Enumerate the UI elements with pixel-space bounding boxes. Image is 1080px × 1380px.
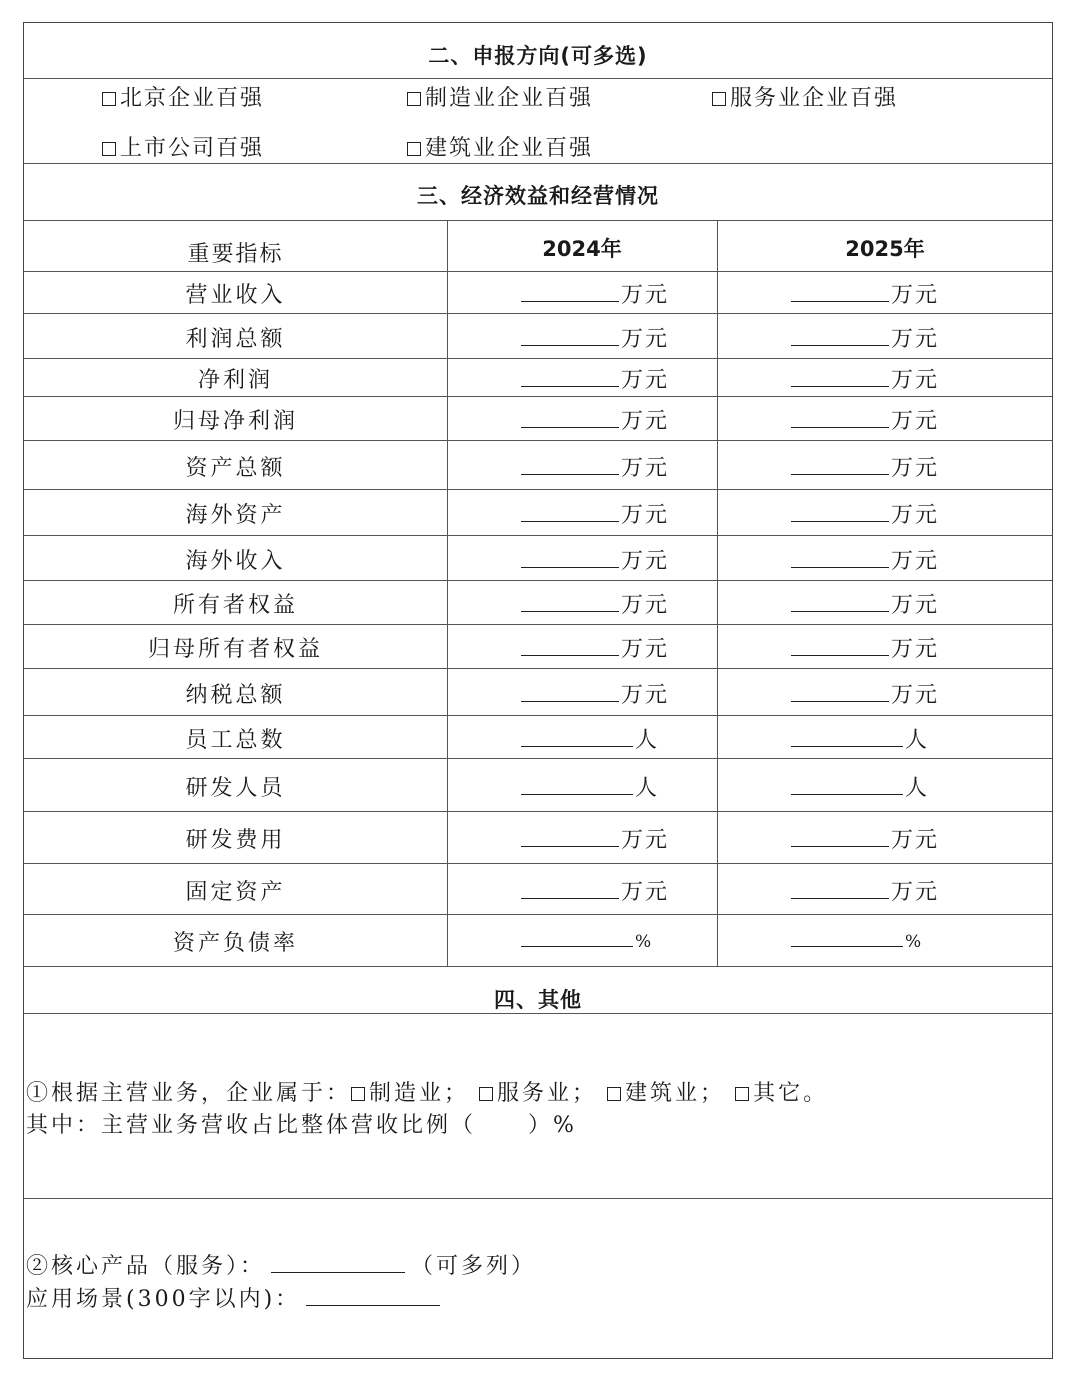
value-field-2025[interactable] [791,322,939,353]
value-field-2024[interactable] [521,823,669,854]
unit-label: 万元 [621,283,670,308]
checkbox-square-icon [102,92,116,106]
blank-line [521,591,619,612]
value-field-2025[interactable] [791,678,939,709]
value-field-2025[interactable] [791,404,939,435]
unit-label: 人 [905,728,930,753]
unit-label: 万元 [891,368,940,393]
value-field-2024[interactable] [521,588,669,619]
unit-label: 万元 [621,880,670,905]
blank-line [791,878,889,899]
blank-line [791,325,889,346]
indicator-label: 归母所有者权益 [147,637,323,662]
row-divider [24,396,1052,397]
blank-line [521,501,619,522]
checkbox-square-icon [351,1087,365,1101]
blank-line [791,926,903,947]
revenue-ratio-line: 其中：主营业务营收占比整体营收比例（ ）% [26,1113,577,1138]
unit-label: 万元 [891,637,940,662]
row-divider [24,440,1052,441]
blank-line [521,325,619,346]
blank-line [791,454,889,475]
divider [24,1198,1052,1199]
unit-label: 万元 [891,593,940,618]
blank-line [791,635,889,656]
unit-label: 万元 [891,828,940,853]
blank-line [791,681,889,702]
value-field-2024[interactable] [521,363,669,394]
checkbox-square-icon [479,1087,493,1101]
unit-label: 万元 [621,456,670,481]
indicator-label: 净利润 [197,368,273,393]
value-field-2025[interactable] [791,363,939,394]
blank-line [521,281,619,302]
value-field-2024[interactable] [521,875,669,906]
value-field-2024[interactable] [521,451,669,482]
checkbox-beijing-top100[interactable]: 北京企业百强 [102,81,264,112]
value-field-2024[interactable] [521,926,651,953]
blank-line [791,407,889,428]
value-field-2024[interactable] [521,278,669,309]
unit-label: 万元 [621,368,670,393]
divider [24,78,1052,79]
unit-label: 万元 [891,327,940,352]
value-field-2025[interactable] [791,771,929,802]
value-field-2024[interactable] [521,404,669,435]
divider [24,163,1052,164]
header-year-2024: 2024年 [542,237,622,261]
value-field-2025[interactable] [791,278,939,309]
section3-title: 三、经济效益和经营情况 [417,184,659,208]
blank-line [791,726,903,747]
checkbox-square-icon [607,1087,621,1101]
value-field-2025[interactable] [791,823,939,854]
header-indicator: 重要指标 [187,242,284,267]
checkbox-square-icon [735,1087,749,1101]
indicator-label: 纳税总额 [185,683,286,708]
row-divider [24,863,1052,864]
unit-label: 人 [905,776,930,801]
blank-line [791,547,889,568]
row-divider [24,758,1052,759]
unit-label: 万元 [891,409,940,434]
indicator-label: 研发费用 [185,828,286,853]
unit-label: 万元 [891,456,940,481]
business-type-line: ①根据主营业务，企业属于： 制造业； 服务业； 建筑业； 其它。 [26,1081,829,1106]
value-field-2025[interactable] [791,723,929,754]
indicator-label: 归母净利润 [172,409,298,434]
checkbox-square-icon [407,142,421,156]
blank-line [521,454,619,475]
indicator-label: 海外收入 [185,549,286,574]
blank-line [791,501,889,522]
application-scene-field[interactable] [306,1285,440,1306]
unit-label: 万元 [621,637,670,662]
unit-label: 万元 [621,593,670,618]
value-field-2024[interactable] [521,771,659,802]
blank-line [791,774,903,795]
column-divider [447,220,448,966]
row-divider [24,358,1052,359]
indicator-label: 所有者权益 [172,593,298,618]
indicator-label: 利润总额 [185,327,286,352]
blank-line [521,407,619,428]
indicator-label: 营业收入 [185,283,286,308]
section4-title: 四、其他 [494,988,582,1012]
checkbox-manufacturing-top100[interactable]: 制造业企业百强 [407,81,593,112]
value-field-2025[interactable] [791,875,939,906]
checkbox-listed-company-top100[interactable]: 上市公司百强 [102,131,264,162]
unit-label: 万元 [891,283,940,308]
blank-line [521,878,619,899]
unit-label: 万元 [621,549,670,574]
value-field-2025[interactable] [791,588,939,619]
checkbox-service-top100[interactable]: 服务业企业百强 [712,81,898,112]
unit-label: 人 [635,776,660,801]
unit-label: 万元 [621,503,670,528]
unit-label: 万元 [621,409,670,434]
blank-line [521,547,619,568]
row-divider [24,624,1052,625]
blank-line [521,635,619,656]
blank-line [521,681,619,702]
value-field-2025[interactable] [791,544,939,575]
blank-line [521,726,633,747]
checkbox-square-icon [712,92,726,106]
indicator-label: 海外资产 [185,503,286,528]
checkbox-square-icon [102,142,116,156]
application-form [23,22,1053,1359]
checkbox-service[interactable]: 服务业； [479,1081,597,1106]
row-divider [24,715,1052,716]
row-divider [24,271,1052,272]
unit-label: % [635,932,652,952]
blank-line [521,774,633,795]
header-year-2025: 2025年 [845,237,925,261]
unit-label: 万元 [621,327,670,352]
unit-label: 万元 [891,880,940,905]
indicator-label: 资产负债率 [172,931,298,956]
value-field-2025[interactable] [791,498,939,529]
value-field-2024[interactable] [521,322,669,353]
indicator-label: 固定资产 [185,880,286,905]
checkbox-square-icon [407,92,421,106]
row-divider [24,580,1052,581]
value-field-2025[interactable] [791,926,921,953]
divider [24,1013,1052,1014]
unit-label: 万元 [621,828,670,853]
unit-label: % [905,932,922,952]
blank-line [791,591,889,612]
blank-line [521,366,619,387]
application-scene-line: 应用场景(300字以内)： [26,1282,446,1313]
value-field-2025[interactable] [791,451,939,482]
indicator-label: 资产总额 [185,456,286,481]
core-product-line: ②核心产品（服务）： （可多列） [26,1254,537,1279]
column-divider [717,220,718,966]
divider [24,966,1052,967]
value-field-2024[interactable] [521,632,669,663]
row-divider [24,914,1052,915]
row-divider [24,489,1052,490]
blank-line [791,826,889,847]
divider [24,220,1052,221]
blank-line [791,366,889,387]
blank-line [521,826,619,847]
core-product-field[interactable] [271,1252,405,1273]
value-field-2025[interactable] [791,632,939,663]
checkbox-construction[interactable]: 建筑业； [607,1081,725,1106]
value-field-2024[interactable] [521,678,669,709]
unit-label: 万元 [621,683,670,708]
value-field-2024[interactable] [521,723,659,754]
checkbox-manufacturing[interactable]: 制造业； [351,1081,469,1106]
blank-line [521,926,633,947]
unit-label: 万元 [891,683,940,708]
indicator-label: 员工总数 [185,728,286,753]
value-field-2024[interactable] [521,498,669,529]
unit-label: 万元 [891,503,940,528]
unit-label: 万元 [891,549,940,574]
row-divider [24,313,1052,314]
indicator-label: 研发人员 [185,776,286,801]
row-divider [24,811,1052,812]
checkbox-construction-top100[interactable]: 建筑业企业百强 [407,131,593,162]
row-divider [24,668,1052,669]
section2-title: 二、申报方向(可多选) [428,44,648,68]
blank-line [791,281,889,302]
value-field-2024[interactable] [521,544,669,575]
checkbox-other[interactable]: 其它。 [735,1081,828,1106]
unit-label: 人 [635,728,660,753]
row-divider [24,535,1052,536]
